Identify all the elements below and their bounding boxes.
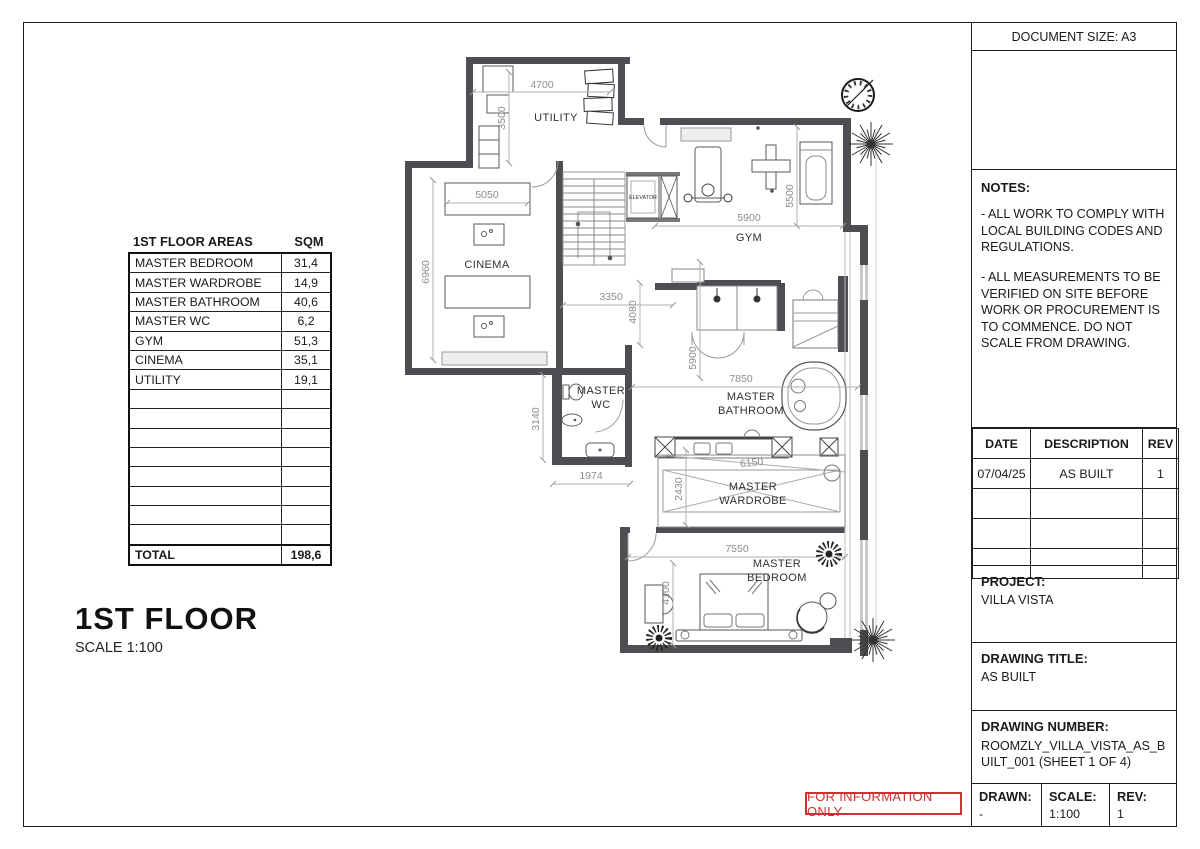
- rev-label: REV:: [1117, 789, 1147, 804]
- dim-bathroom-width: 7850: [729, 373, 753, 385]
- room-label-cinema: CINEMA: [464, 259, 510, 271]
- areas-table-block: [128, 231, 332, 566]
- drawn-value: -: [979, 807, 984, 821]
- revisions-table: [972, 428, 1179, 579]
- note-item: - ALL MEASUREMENTS TO BE VERIFIED ON SITE BEFORE WORK OR PROCUREMENT IS TO COMMENCE. DO NOT SCALE FROM DRAWING.: [981, 269, 1161, 351]
- dim-vanity-width: 6150: [739, 455, 764, 471]
- room-label-master-wc-1: MASTER: [576, 385, 626, 397]
- notes-label: NOTES:: [981, 180, 1031, 195]
- revision-description: AS BUILT: [1031, 459, 1143, 489]
- rev-value: 1: [1117, 807, 1124, 821]
- dim-gym-depth: 5500: [784, 184, 796, 208]
- room-label-master-wardrobe-2: WARDROBE: [719, 495, 787, 507]
- room-label-utility: UTILITY: [534, 112, 578, 124]
- room-label-master-bedroom-1: MASTER: [752, 558, 802, 570]
- scale-cell: [1041, 784, 1109, 826]
- area-row: [129, 370, 331, 389]
- area-row: [129, 292, 331, 311]
- north-compass-icon: [842, 79, 874, 111]
- dim-cinema-width: 5050: [475, 189, 499, 201]
- area-sqm: 31,4: [282, 253, 332, 273]
- area-sqm: 40,6: [282, 292, 332, 311]
- dim-wc-depth: 3140: [530, 407, 542, 431]
- title-block-blank-cell: [972, 51, 1176, 170]
- area-row: [129, 331, 331, 350]
- dim-bedroom-width: 7550: [725, 543, 749, 555]
- area-row: [129, 253, 331, 273]
- revisions-header-date: DATE: [973, 429, 1031, 459]
- starburst-plant-icon: [851, 618, 895, 662]
- dim-bathroom-depth: 5900: [687, 346, 699, 370]
- areas-table: [128, 252, 332, 566]
- drawing-title-value: AS BUILT: [981, 670, 1037, 684]
- bedroom-furniture: [645, 574, 836, 641]
- area-name: GYM: [129, 331, 282, 350]
- revisions-section: [972, 428, 1176, 566]
- drawing-number-label: DRAWING NUMBER:: [981, 719, 1109, 734]
- area-name: CINEMA: [129, 350, 282, 369]
- dim-gym-width: 5900: [737, 212, 761, 224]
- notes-section: [972, 170, 1176, 428]
- stairs: [563, 172, 625, 265]
- plan-title-block: [75, 601, 258, 656]
- elevator-label: ELEVATOR: [629, 195, 657, 201]
- gym-equipment: [681, 126, 832, 204]
- areas-total-row: [129, 545, 331, 565]
- room-label-master-wardrobe-1: MASTER: [728, 481, 778, 493]
- room-label-master-bathroom-1: MASTER: [726, 391, 776, 403]
- dim-wardrobe-depth: 2430: [673, 477, 685, 501]
- area-sqm: 51,3: [282, 331, 332, 350]
- project-label: PROJECT:: [981, 574, 1046, 589]
- room-label-master-bedroom-2: BEDROOM: [747, 572, 807, 584]
- room-label-master-bathroom-2: BATHROOM: [718, 405, 784, 417]
- cinema-furniture: [442, 183, 547, 365]
- drawn-cell: [972, 784, 1041, 826]
- revisions-header-description: DESCRIPTION: [1031, 429, 1143, 459]
- dim-bedroom-depth: 4100: [660, 581, 672, 605]
- room-label-master-wc-2: WC: [591, 399, 611, 411]
- area-name: MASTER WC: [129, 312, 282, 331]
- dimension-labels: [420, 79, 796, 605]
- area-name: MASTER WARDROBE: [129, 273, 282, 292]
- plan-scale: SCALE 1:100: [75, 640, 163, 656]
- areas-table-title: 1ST FLOOR AREAS: [133, 234, 253, 249]
- dim-utility-depth: 3500: [496, 106, 508, 130]
- revision-row-empty: [973, 489, 1179, 519]
- area-sqm: 14,9: [282, 273, 332, 292]
- revisions-header-rev: REV: [1143, 429, 1179, 459]
- scale-value: 1:100: [1049, 807, 1081, 821]
- drawing-title-section: [972, 643, 1176, 711]
- plan-title: 1ST FLOOR: [75, 601, 258, 636]
- area-name: MASTER BATHROOM: [129, 292, 282, 311]
- areas-table-header: [128, 231, 332, 252]
- areas-total-value: 198,6: [282, 545, 332, 565]
- area-row-empty: [129, 506, 331, 525]
- area-row-empty: [129, 428, 331, 447]
- drawing-number-section: [972, 711, 1176, 784]
- project-value: VILLA VISTA: [981, 593, 1054, 607]
- dim-wc-width: 1974: [579, 470, 603, 482]
- document-size: DOCUMENT SIZE: A3: [972, 23, 1176, 51]
- revision-row: [973, 459, 1179, 489]
- room-label-gym: GYM: [735, 232, 763, 244]
- revisions-header-row: [973, 429, 1179, 459]
- dim-hall-depth: 4080: [627, 300, 639, 324]
- area-row-empty: [129, 525, 331, 545]
- area-name: UTILITY: [129, 370, 282, 389]
- leafy-plant-icon: [650, 629, 669, 648]
- for-information-only-stamp: FOR INFORMATION ONLY: [805, 792, 962, 815]
- area-row: [129, 273, 331, 292]
- area-name: MASTER BEDROOM: [129, 253, 282, 273]
- area-sqm: 19,1: [282, 370, 332, 389]
- project-section: [972, 566, 1176, 643]
- areas-total-label: TOTAL: [129, 545, 282, 565]
- rev-cell: [1109, 784, 1176, 826]
- area-sqm: 6,2: [282, 312, 332, 331]
- windows: [845, 232, 868, 638]
- title-block-footer: [972, 784, 1176, 826]
- area-row-empty: [129, 409, 331, 428]
- area-row-empty: [129, 467, 331, 486]
- drawing-number-value: ROOMZLY_VILLA_VISTA_AS_BUILT_001 (SHEET 1 OF 4): [981, 739, 1166, 770]
- leafy-plant-icon: [820, 545, 839, 564]
- revision-rev: 1: [1143, 459, 1179, 489]
- areas-table-unit-header: SQM: [294, 234, 324, 249]
- revision-date: 07/04/25: [973, 459, 1031, 489]
- revision-row-empty: [973, 519, 1179, 549]
- dim-utility-width: 4700: [530, 79, 554, 91]
- scale-label: SCALE:: [1049, 789, 1097, 804]
- area-sqm: 35,1: [282, 350, 332, 369]
- dim-cinema-depth: 6960: [420, 260, 432, 284]
- drawn-label: DRAWN:: [979, 789, 1032, 804]
- dim-hall-width: 3350: [599, 291, 623, 303]
- area-row: [129, 312, 331, 331]
- starburst-plant-icon: [849, 122, 893, 166]
- note-item: - ALL WORK TO COMPLY WITH LOCAL BUILDING CODES AND REGULATIONS.: [981, 207, 1165, 255]
- title-block: [971, 22, 1177, 827]
- area-row-empty: [129, 389, 331, 408]
- area-row: [129, 350, 331, 369]
- area-row-empty: [129, 447, 331, 466]
- elevator: [626, 172, 680, 222]
- area-row-empty: [129, 486, 331, 505]
- drawing-title-label: DRAWING TITLE:: [981, 651, 1088, 666]
